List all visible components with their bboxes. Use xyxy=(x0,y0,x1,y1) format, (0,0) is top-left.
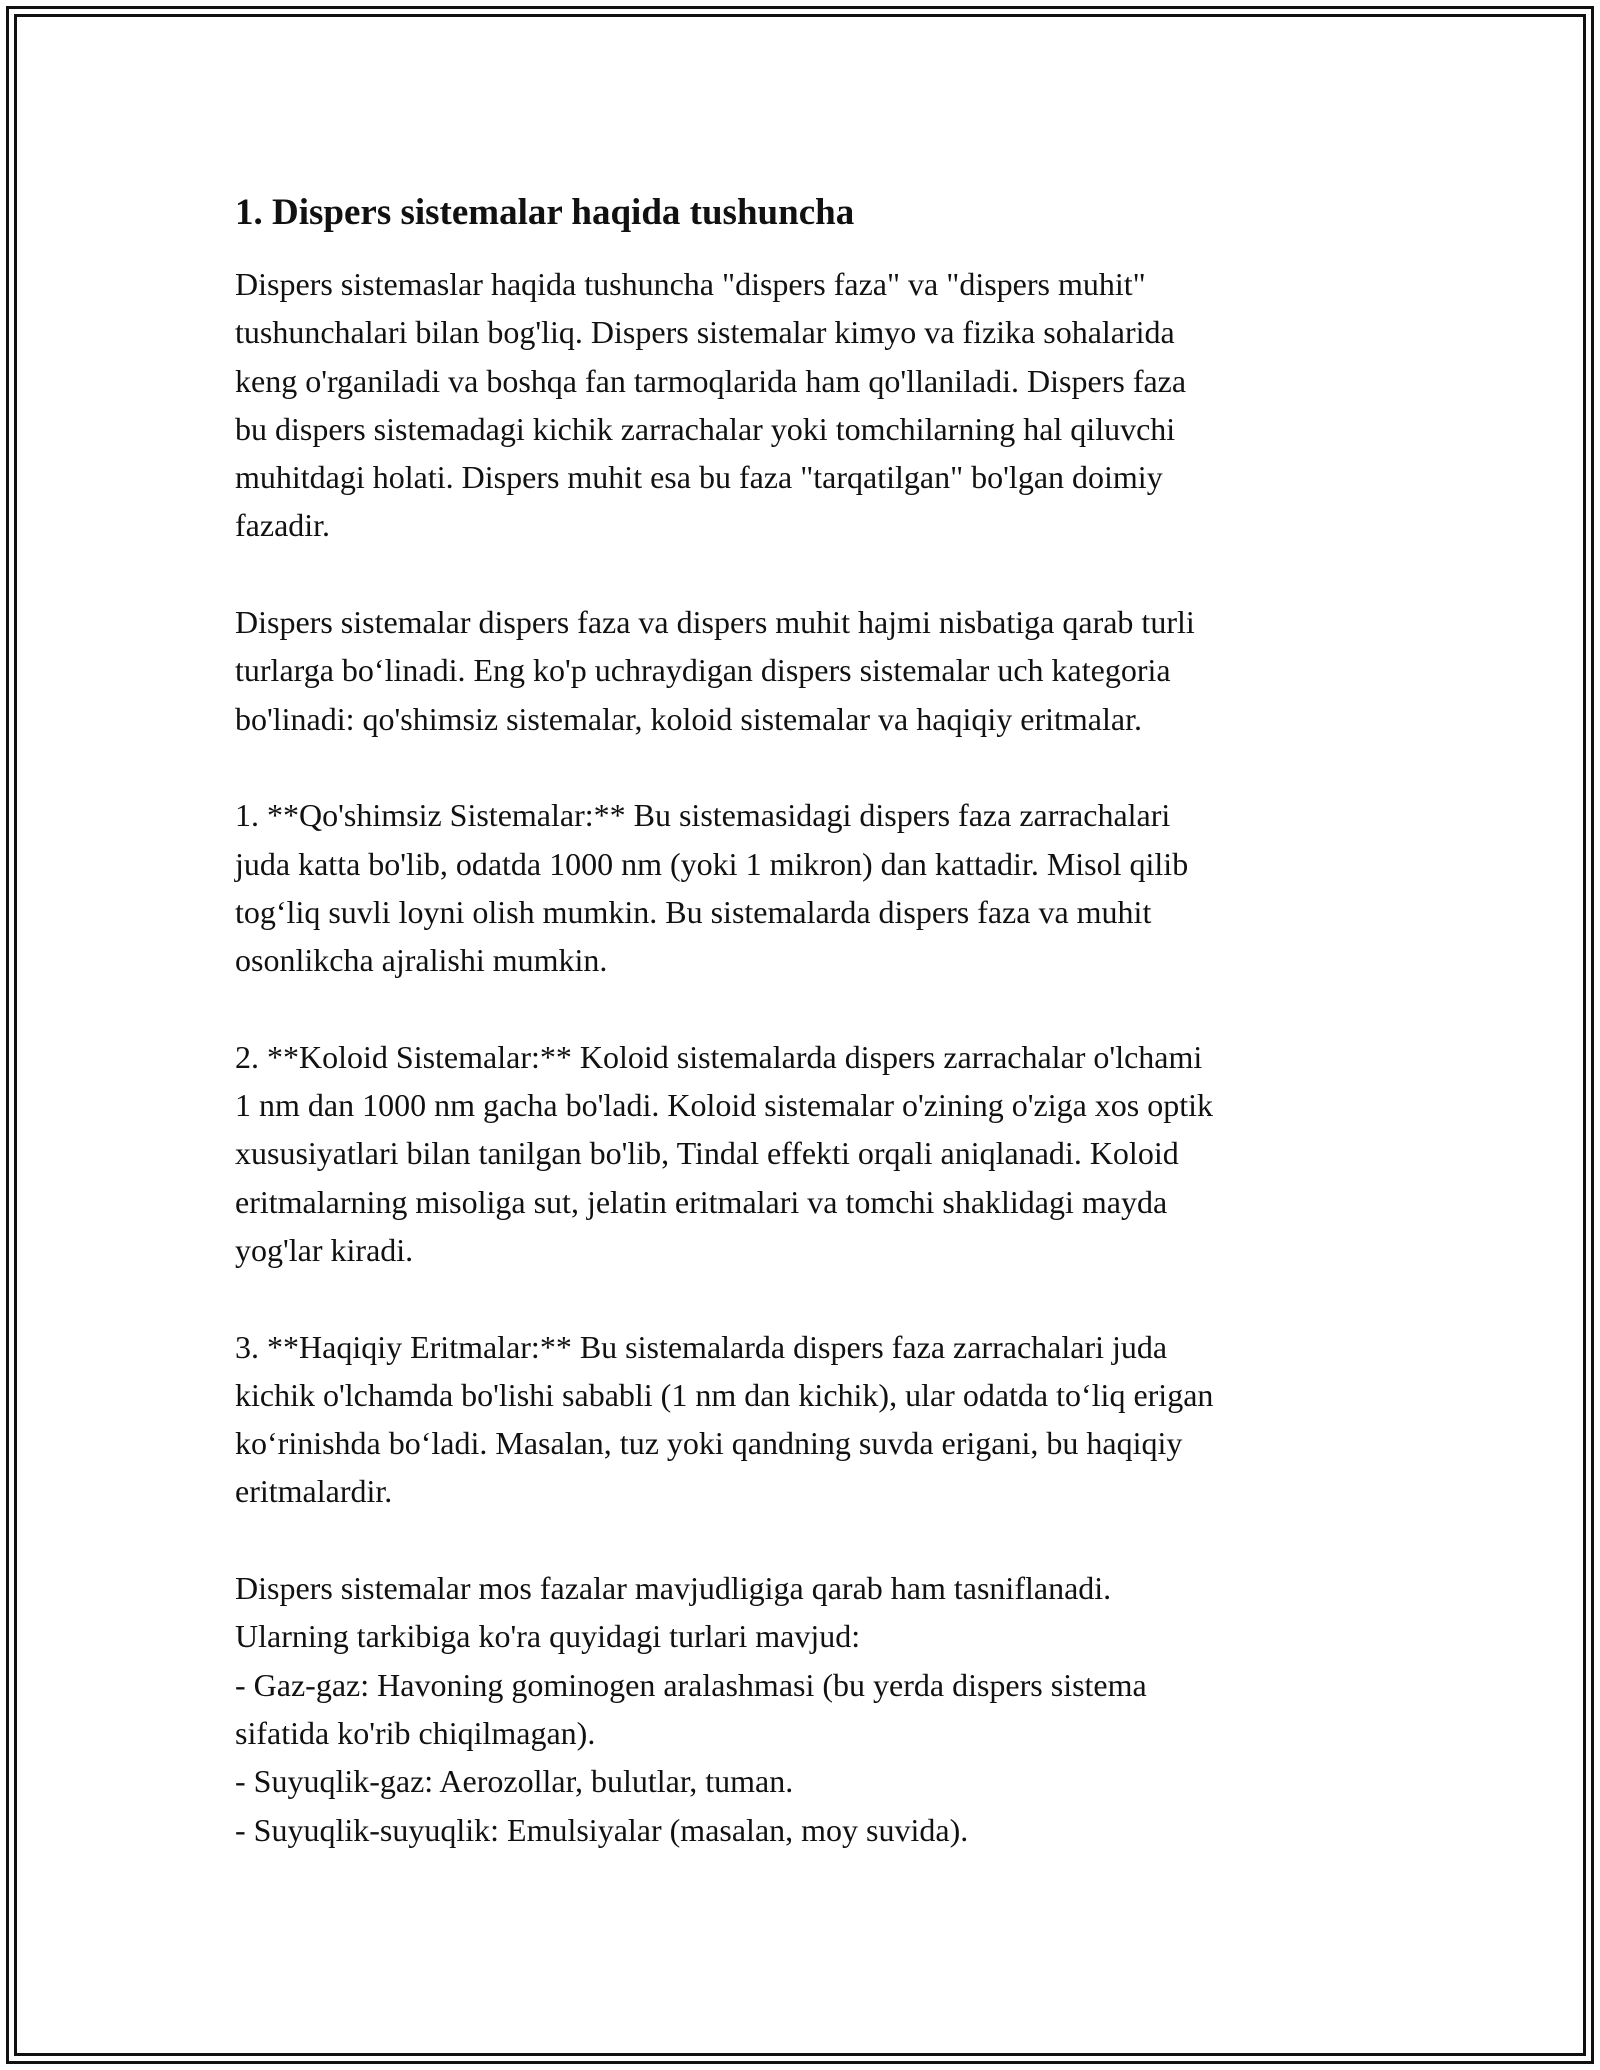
paragraph-gap xyxy=(235,1274,1375,1322)
text-line: eritmalarning misoliga sut, jelatin eritmalari va tomchi shaklidagi mayda xyxy=(235,1183,1168,1220)
text-line: 3. **Haqiqiy Eritmalar:** Bu sistemalarda dispers faza zarrachalari juda xyxy=(235,1328,1168,1365)
paragraph xyxy=(235,260,1375,550)
document-body xyxy=(235,188,1375,1854)
text-line: keng o'rganiladi va boshqa fan tarmoqlarida ham qo'llaniladi. Dispers faza xyxy=(235,362,1187,399)
text-line: sifatida ko'rib chiqilmagan). xyxy=(235,1714,596,1751)
paragraph-gap xyxy=(235,1516,1375,1564)
paragraph-gap xyxy=(235,984,1375,1032)
text-line: kichik o'lchamda bo'lishi sababli (1 nm dan kichik), ular odatda to‘liq erigan xyxy=(235,1376,1214,1413)
text-line: eritmalardir. xyxy=(235,1473,393,1510)
text-line: 1 nm dan 1000 nm gacha bo'ladi. Koloid sistemalar o'zining o'ziga xos optik xyxy=(235,1087,1214,1124)
text-line: osonlikcha ajralishi mumkin. xyxy=(235,942,608,979)
text-line: bu dispers sistemadagi kichik zarrachalar yoki tomchilarning hal qiluvchi xyxy=(235,410,1176,447)
paragraph xyxy=(235,598,1375,743)
text-line: 2. **Koloid Sistemalar:** Koloid sistemalarda dispers zarrachalar o'lchami xyxy=(235,1038,1203,1075)
paragraph xyxy=(235,1564,1375,1854)
text-line: yog'lar kiradi. xyxy=(235,1231,414,1268)
text-line: - Suyuqlik-suyuqlik: Emulsiyalar (masalan, moy suvida). xyxy=(235,1811,969,1848)
text-line: tushunchalari bilan bog'liq. Dispers sistemalar kimyo va fizika sohalarida xyxy=(235,314,1175,351)
paragraph xyxy=(235,791,1375,984)
paragraph xyxy=(235,1323,1375,1516)
document-title: 1. Dispers sistemalar haqida tushuncha xyxy=(235,192,855,233)
text-line: tog‘liq suvli loyni olish mumkin. Bu sistemalarda dispers faza va muhit xyxy=(235,893,1152,930)
text-line: juda katta bo'lib, odatda 1000 nm (yoki 1 mikron) dan kattadir. Misol qilib xyxy=(235,845,1189,882)
text-line: 1. **Qo'shimsiz Sistemalar:** Bu sistemasidagi dispers faza zarrachalari xyxy=(235,797,1171,834)
text-line: muhitdagi holati. Dispers muhit esa bu faza "tarqatilgan" bo'lgan doimiy xyxy=(235,459,1163,496)
text-line: xususiyatlari bilan tanilgan bo'lib, Tindal effekti orqali aniqlanadi. Koloid xyxy=(235,1135,1179,1172)
text-line: - Gaz-gaz: Havoning gominogen aralashmasi (bu yerda dispers sistema xyxy=(235,1666,1147,1703)
paragraph-gap xyxy=(235,550,1375,598)
text-line: Ularning tarkibiga ko'ra quyidagi turlari mavjud: xyxy=(235,1618,861,1655)
text-line: ko‘rinishda bo‘ladi. Masalan, tuz yoki qandning suvda erigani, bu haqiqiy xyxy=(235,1425,1183,1462)
paragraph xyxy=(235,1033,1375,1274)
paragraph-gap xyxy=(235,743,1375,791)
text-line: turlarga bo‘linadi. Eng ko'p uchraydigan dispers sistemalar uch kategoria xyxy=(235,652,1171,689)
text-line: Dispers sistemaslar haqida tushuncha "dispers faza" va "dispers muhit" xyxy=(235,266,1146,302)
text-line: Dispers sistemalar mos fazalar mavjudligiga qarab ham tasniflanadi. xyxy=(235,1570,1112,1607)
text-line: bo'linadi: qo'shimsiz sistemalar, koloid sistemalar va haqiqiy eritmalar. xyxy=(235,700,1142,737)
paragraph-list xyxy=(235,260,1375,1854)
text-line: Dispers sistemalar dispers faza va dispers muhit hajmi nisbatiga qarab turli xyxy=(235,604,1195,641)
text-line: fazadir. xyxy=(235,507,331,544)
text-line: - Suyuqlik-gaz: Aerozollar, bulutlar, tuman. xyxy=(235,1763,794,1800)
